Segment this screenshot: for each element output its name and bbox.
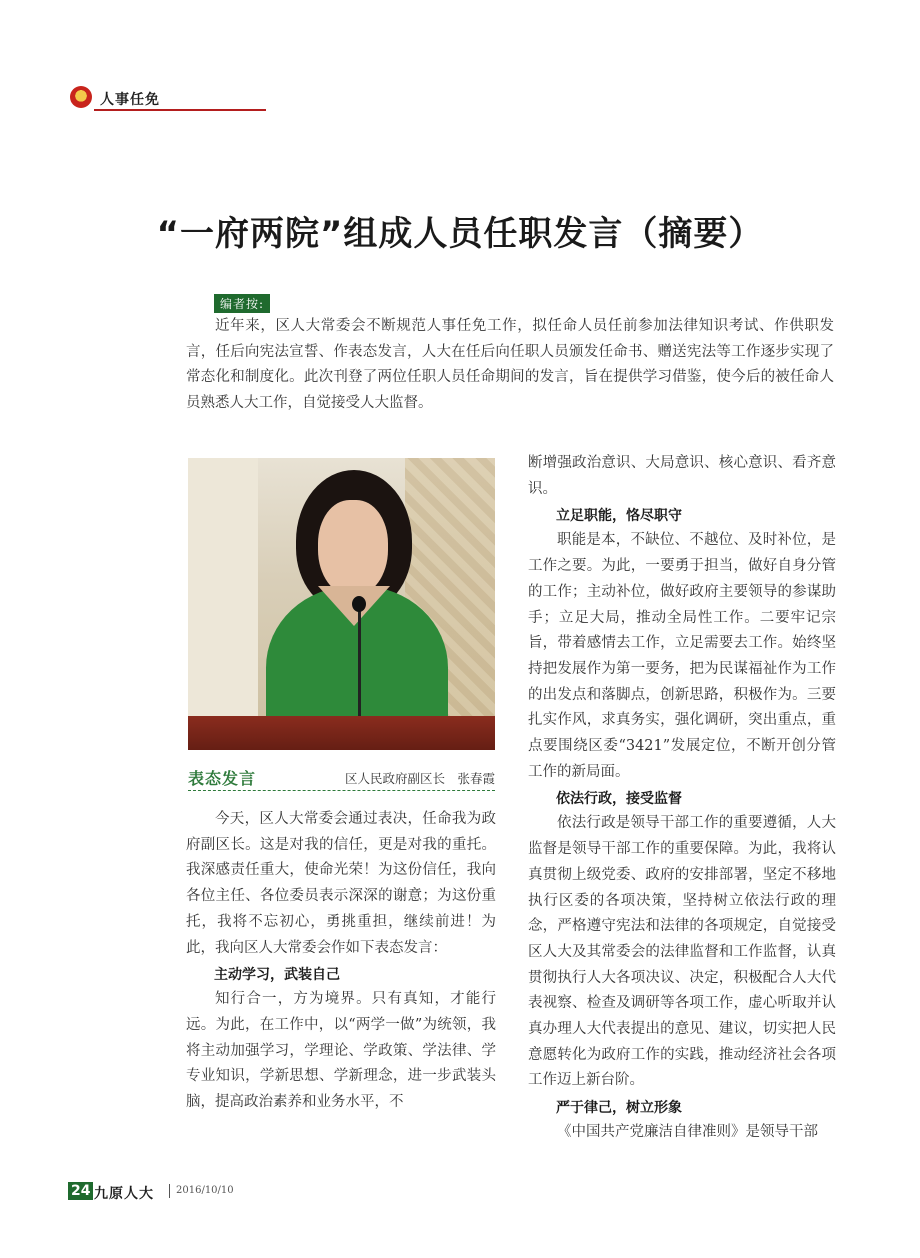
- article-title: “一府两院”组成人员任职发言（摘要）: [156, 214, 764, 254]
- caption-label: 表态发言: [188, 769, 257, 788]
- podium: [188, 716, 495, 750]
- page-footer: [68, 1182, 268, 1202]
- photo-caption: [188, 766, 495, 791]
- left-column: [186, 807, 496, 1116]
- national-emblem-icon: [70, 86, 92, 108]
- subheading-duty: 立足职能，恪尽职守: [556, 508, 682, 525]
- magazine-name: 九原人大: [94, 1186, 154, 1202]
- paragraph-continued: 断增强政治意识、大局意识、核心意识、看齐意识。: [528, 455, 836, 497]
- right-column: [528, 451, 836, 1146]
- section-header: [70, 86, 200, 112]
- paragraph-discipline: 《中国共产党廉洁自律准则》是领导干部: [557, 1124, 818, 1141]
- paragraph-law: 依法行政是领导干部工作的重要遵循，人大监督是领导干部工作的重要保障。为此，我将认真贯彻上级党委、政府的安排部署，坚定不移地执行区委的各项决策，坚持树立依法行政的理念，严格遵守宪法和法律的各项规定，自觉接受区人大及其常委会的法律监督和工作监督，认真贯彻执行人大各项决议、决定，积极配合人大代表视察、检查及调研等各项工作，虚心听取并认真办理人大代表提出的意见、建议，切实把人民意愿转化为政府工作的实践，推动经济社会各项工作迈上新台阶。: [528, 815, 836, 1089]
- editor-note-tag: 编者按:: [214, 294, 270, 313]
- caption-person: 区人民政府副区长 张春霞: [344, 771, 495, 786]
- section-label: 人事任免: [100, 92, 160, 108]
- footer-divider: [169, 1184, 170, 1198]
- subheading-study: 主动学习，武装自己: [214, 967, 340, 984]
- editor-note-text: 近年来，区人大常委会不断规范人事任免工作，拟任命人员任前参加法律知识考试、作供职发言，任后向宪法宣誓、作表态发言，人大在任后向任职人员颁发任命书、赠送宪法等工作逐步实现了常态化和制度化。此次刊登了两位任职人员任命期间的发言，旨在提供学习借鉴，使今后的被任命人员熟悉人大工作，自觉接受人大监督。: [186, 318, 834, 411]
- intro-paragraph: 今天，区人大常委会通过表决，任命我为政府副区长。这是对我的信任，更是对我的重托。我深感责任重大，使命光荣！为这份信任，我向各位主任、各位委员表示深深的谢意；为这份重托，我将不忘初心，勇挑重担，继续前进！为此，我向区人大常委会作如下表态发言：: [186, 811, 496, 956]
- speaker-photo: [188, 458, 495, 750]
- paragraph-duty: 职能是本，不缺位、不越位、及时补位，是工作之要。为此，一要勇于担当，做好自身分管的工作；主动补位，做好政府主要领导的参谋助手；立足大局，推动全局性工作。二要牢记宗旨，带着感情去工作，立足需要去工作。始终坚持把发展作为第一要务，把为民谋福祉作为工作的出发点和落脚点，创新思路，积极作为。三要扎实作风，求真务实，强化调研，突出重点，重点要围绕区委“3421”发展定位，不断开创分管工作的新局面。: [528, 532, 836, 780]
- subheading-law: 依法行政，接受监督: [556, 791, 682, 808]
- paragraph-study: 知行合一，方为境界。只有真知，才能行远。为此，在工作中，以“两学一做”为统领，我将主动加强学习，学理论、学政策、学法律、学专业知识，学新思想、学新理念，进一步武装头脑，提高政治素养和业务水平，不: [186, 991, 496, 1111]
- microphone-icon: [358, 606, 361, 726]
- page-number: 24: [68, 1182, 93, 1200]
- editor-note: [186, 314, 834, 416]
- subheading-discipline: 严于律己，树立形象: [556, 1100, 682, 1117]
- header-divider: [94, 109, 266, 111]
- issue-date: 2016/10/10: [176, 1185, 234, 1196]
